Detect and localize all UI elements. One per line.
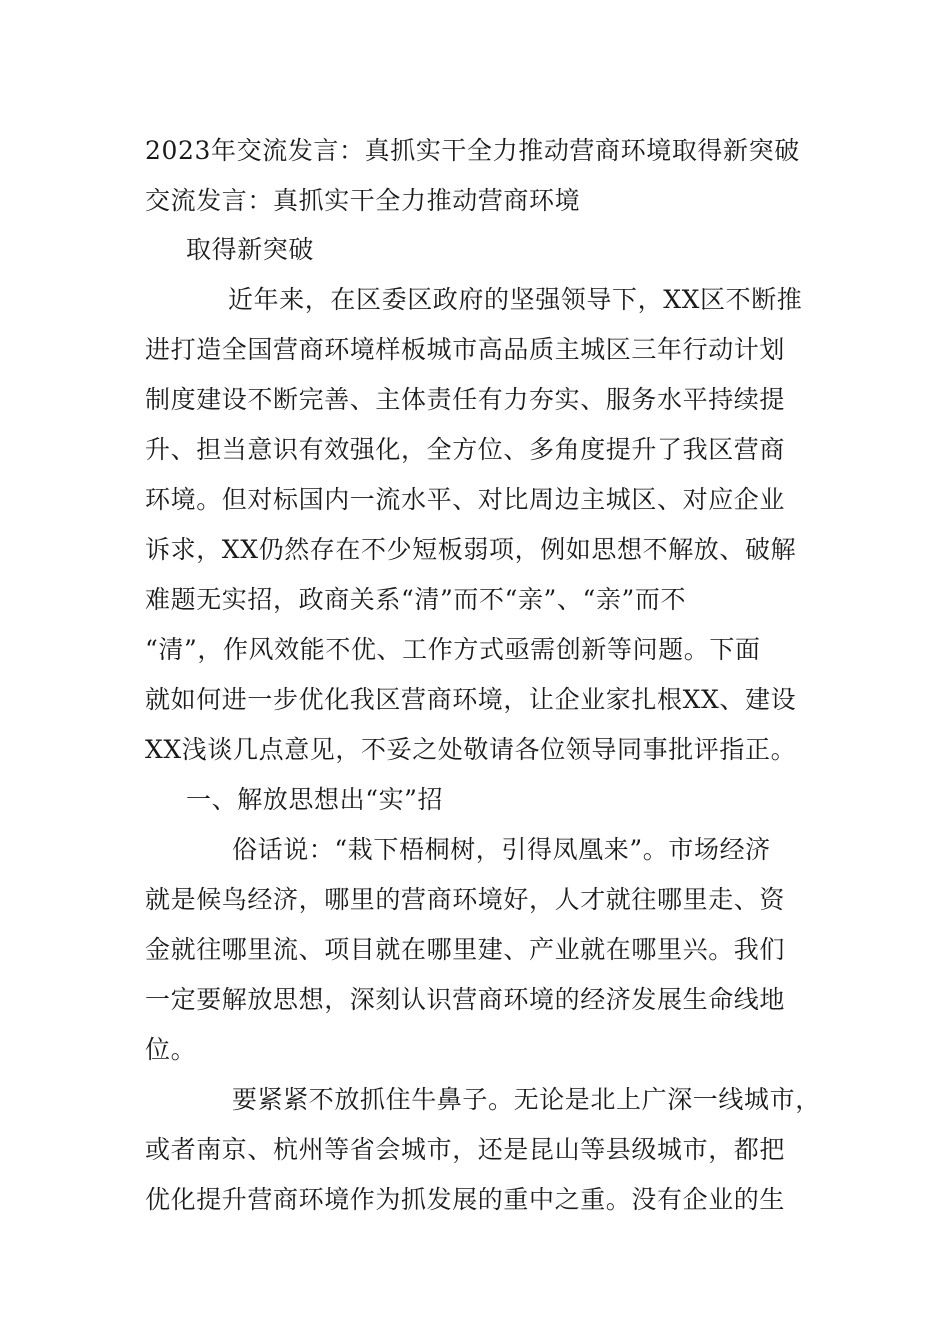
paragraph-1-line-2: 进打造全国营商环境样板城市高品质主城区三年行动计划	[145, 335, 786, 364]
paragraph-3-line-2: 或者南京、杭州等省会城市，还是昆山等县级城市，都把	[145, 1135, 786, 1164]
paragraph-3-line-3: 优化提升营商环境作为抓发展的重中之重。没有企业的生	[145, 1185, 786, 1214]
paragraph-1-line-3: 制度建设不断完善、主体责任有力夯实、服务水平持续提	[145, 385, 786, 414]
document-title-line-1: 2023年交流发言：真抓实干全力推动营商环境取得新突破	[145, 136, 800, 165]
paragraph-1-line-10: XX浅谈几点意见，不妥之处敬请各位领导同事批评指正。	[145, 735, 797, 764]
paragraph-1-line-1: 近年来，在区委区政府的坚强领导下，XX区不断推	[228, 285, 803, 314]
paragraph-1-line-4: 升、担当意识有效强化，全方位、多角度提升了我区营商	[145, 435, 786, 464]
document-title-line-2: 交流发言：真抓实干全力推动营商环境	[145, 186, 581, 215]
paragraph-1-line-6: 诉求，XX仍然存在不少短板弱项，例如思想不解放、破解	[145, 535, 797, 564]
paragraph-1-line-7: 难题无实招，政商关系“清”而不“亲”、“亲”而不	[145, 585, 687, 614]
paragraph-1-line-9: 就如何进一步优化我区营商环境，让企业家扎根XX、建设	[145, 685, 797, 714]
paragraph-3-line-1: 要紧紧不放抓住牛鼻子。无论是北上广深一线城市，	[232, 1085, 821, 1114]
paragraph-1-line-8: “清”，作风效能不优、工作方式亟需创新等问题。下面	[145, 635, 761, 664]
section-heading-1: 一、解放思想出“实”招	[186, 785, 444, 814]
paragraph-2-line-5: 位。	[145, 1035, 197, 1064]
paragraph-2-line-3: 金就往哪里流、项目就在哪里建、产业就在哪里兴。我们	[145, 935, 786, 964]
paragraph-2-line-2: 就是候鸟经济，哪里的营商环境好，人才就往哪里走、资	[145, 885, 786, 914]
paragraph-2-line-4: 一定要解放思想，深刻认识营商环境的经济发展生命线地	[145, 985, 786, 1014]
paragraph-1-line-5: 环境。但对标国内一流水平、对比周边主城区、对应企业	[145, 485, 786, 514]
paragraph-2-line-1: 俗话说：“栽下梧桐树，引得凤凰来”。市场经济	[232, 835, 771, 864]
document-title-line-3: 取得新突破	[186, 235, 315, 264]
